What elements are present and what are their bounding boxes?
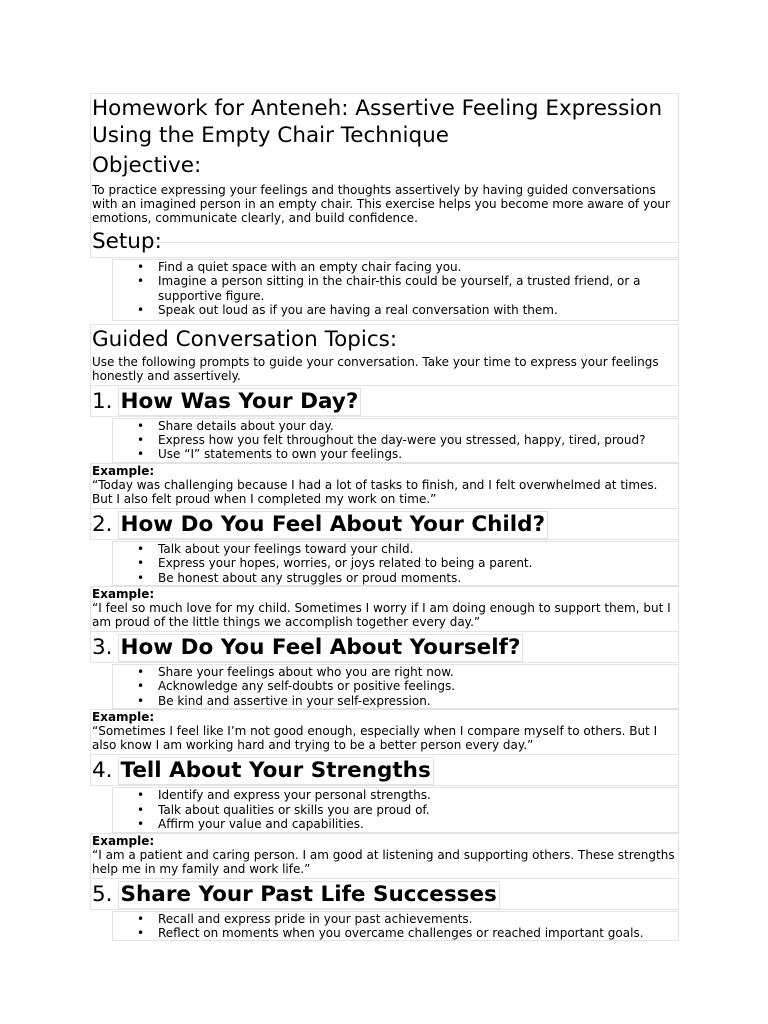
topic-5-heading [91,881,678,907]
topic-number: 5. [92,881,113,907]
topic-1-list-box [112,418,679,463]
topic-item: • Recall and express pride in your past achievements. [158,912,678,926]
example-label: Example: [92,463,155,478]
setup-list-box [112,259,679,321]
intro-section [90,93,679,243]
topic-2-list [113,542,678,585]
topic-title: How Was Your Day? [118,388,362,416]
topic-3-heading [91,634,678,660]
topic-5-list-box [112,911,679,942]
topic-title: Share Your Past Life Successes [118,881,500,909]
topic-4-example [90,833,679,879]
topic-item: • Share details about your day. [158,419,678,433]
topic-3-example [90,709,679,755]
topic-item: • Express your hopes, worries, or joys related to being a parent. [158,556,678,570]
topic-number: 1. [92,388,113,414]
topic-number: 3. [92,635,113,661]
topic-item: • Talk about qualities or skills you are proud of. [158,803,678,817]
topic-2-example [90,586,679,632]
example-text: “I feel so much love for my child. Sometimes I worry if I am doing enough to support them, but I am proud of the little things we accomplish together every day.” [92,601,671,630]
example-label: Example: [92,710,155,725]
topic-item: • Reflect on moments when you overcame challenges or reached important goals. [158,926,678,940]
setup-item: • Find a quiet space with an empty chair facing you. [158,260,678,274]
guided-text: Use the following prompts to guide your conversation. Take your time to express your feelings honestly and assertively. [92,354,659,383]
example-label: Example: [92,587,155,602]
topic-1-example [90,463,679,509]
topic-item: • Acknowledge any self-doubts or positive feelings. [158,679,678,693]
topic-2-heading [91,511,678,537]
example-text: “Sometimes I feel like I’m not good enough, especially when I compare myself to others. But I also know I am working hard and trying to be a better person every day.” [92,724,658,753]
topic-1-heading [91,388,678,414]
topic-item: • Use “I” statements to own your feelings. [158,447,678,461]
example-label: Example: [92,833,155,848]
topic-4-list [113,788,678,831]
topic-item: • Affirm your value and capabilities. [158,817,678,831]
guided-section [90,324,679,386]
guided-heading: Guided Conversation Topics: [92,326,398,352]
topic-title: How Do You Feel About Your Child? [118,511,549,539]
topic-item: • Share your feelings about who you are right now. [158,665,678,679]
topic-4-list-box [112,787,679,832]
topic-1 [90,386,679,417]
example-text: “Today was challenging because I had a lot of tasks to finish, and I felt overwhelmed at times. But I also felt proud when I completed my work on time.” [92,477,658,506]
setup-item: • Speak out loud as if you are having a real conversation with them. [158,303,678,317]
setup-heading: Setup: [92,229,162,254]
topic-item: • Talk about your feelings toward your child. [158,542,678,556]
topic-title: How Do You Feel About Yourself? [118,634,524,662]
objective-heading: Objective: [92,153,202,178]
topic-title: Tell About Your Strengths [118,757,434,785]
topic-number: 2. [92,511,113,537]
topic-2 [90,509,679,540]
topic-5 [90,879,679,910]
topic-1-list [113,419,678,462]
topic-4-heading [91,757,678,783]
topic-3 [90,632,679,663]
topic-number: 4. [92,758,113,784]
example-text: “I am a patient and caring person. I am good at listening and supporting others. These strengths help me in my family and work life.” [92,847,675,876]
document-page [90,93,679,941]
topic-5-list [113,912,678,941]
setup-item: • Imagine a person sitting in the chair-this could be yourself, a trusted friend, or a supportive figure. [158,274,678,303]
topic-3-list-box [112,664,679,709]
topic-4 [90,755,679,786]
topic-item: • Be kind and assertive in your self-expression. [158,694,678,708]
topic-item: • Identify and express your personal strengths. [158,788,678,802]
document-title: Homework for Anteneh: Assertive Feeling Expression Using the Empty Chair Technique [92,96,663,148]
topic-item: • Be honest about any struggles or proud moments. [158,571,678,585]
objective-text: To practice expressing your feelings and thoughts assertively by having guided conversations with an imagined person in an empty chair. This exercise helps you become more aware of your emotions, communicate clearly, and build confidence. [92,183,670,225]
topic-item: • Express how you felt throughout the day-were you stressed, happy, tired, proud? [158,433,678,447]
topic-2-list-box [112,541,679,586]
setup-list [113,260,678,318]
setup-heading-box [90,227,679,258]
topic-3-list [113,665,678,708]
